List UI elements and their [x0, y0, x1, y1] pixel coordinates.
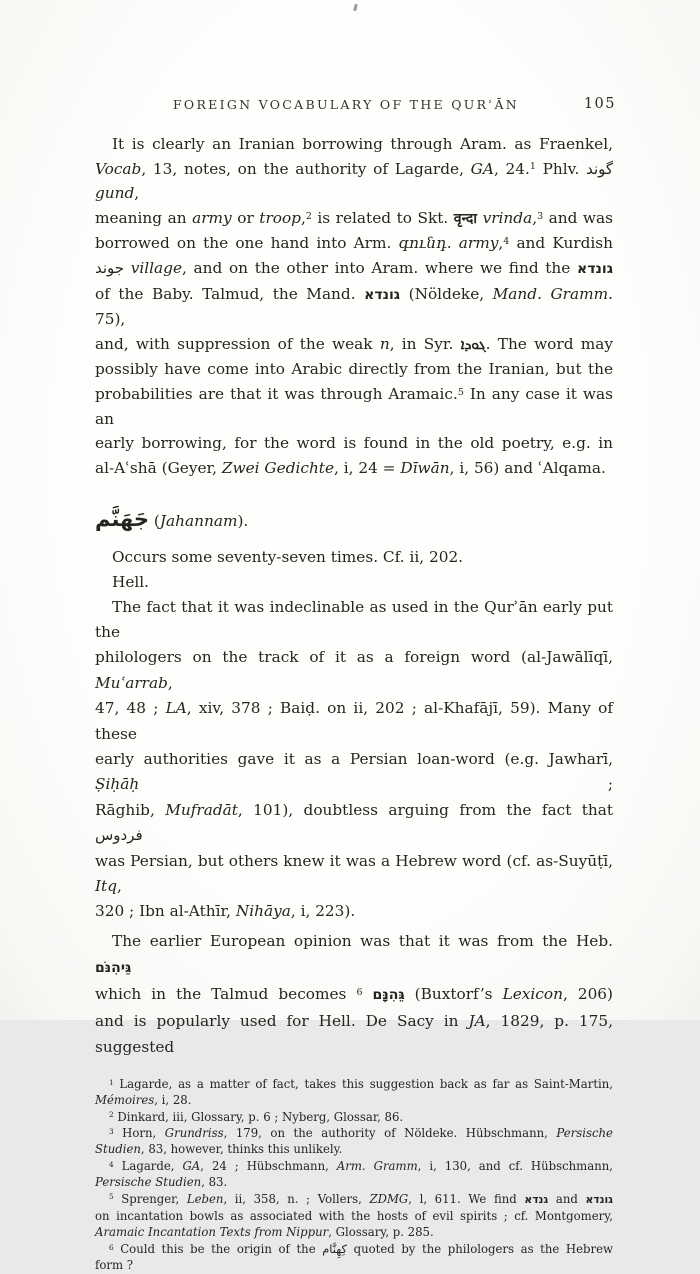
- footnote-ref: 5: [457, 386, 464, 398]
- text-run: on incantation bowls as associated with the hosts of evil spirits ; cf. Montgomery,: [95, 1209, 613, 1224]
- text-run: was Persian, but others knew it was a Hebrew word (cf. as-Suyūṭī,: [95, 851, 613, 870]
- text-run: Lagarde, as a matter of fact, takes this suggestion back as far as Saint-Martin,: [113, 1076, 613, 1091]
- footnote-ref: 6: [109, 1242, 114, 1252]
- text-line: [95, 798, 613, 849]
- text-run: Mémoires: [95, 1093, 155, 1108]
- text-run: , and on the other into Aram. where we find the: [182, 258, 577, 277]
- text-run: (Nöldeke,: [400, 284, 493, 303]
- text-run: GA: [470, 159, 494, 178]
- text-run: philologers on the track of it as a foreign word (al-Jawālīqī,: [95, 648, 613, 667]
- paragraph-gund: [95, 132, 613, 480]
- text-body: [95, 132, 613, 1274]
- text-run: early authorities gave it as a Persian loan-word (e.g. Jawharī,: [95, 749, 613, 768]
- text-run: (Buxtorf’s: [404, 984, 503, 1003]
- text-run: , xiv, 378 ; Baiḍ. on ii, 202 ; al-Khafājī, 59). Many of these: [95, 699, 613, 743]
- text-run: Persische Studien: [95, 1175, 202, 1190]
- text-run: Rāghib,: [95, 800, 166, 819]
- text-run: troop: [259, 208, 301, 227]
- page-content: [95, 96, 616, 1274]
- text-run: The earlier European opinion was that it was from the Heb.: [112, 931, 613, 950]
- running-header: [95, 96, 616, 117]
- scan-speck: [353, 4, 358, 12]
- pahlavi-word-gund: گوند: [586, 159, 614, 178]
- text-line: [95, 500, 613, 540]
- text-run: ,: [134, 184, 140, 203]
- text-line: [95, 1125, 613, 1141]
- text-run: , i, 24 =: [334, 458, 401, 477]
- text-run: and is popularly used for Hell. De Sacy in: [95, 1011, 469, 1030]
- text-run: n: [379, 334, 390, 353]
- text-run: Occurs some seventy-seven times. Cf. ii, 202.: [112, 548, 464, 567]
- text-run: Itq: [95, 876, 117, 895]
- page-number: 105: [583, 96, 616, 112]
- text-run: , Glossary, p. 285.: [328, 1225, 434, 1240]
- text-run: , 1829, p. 175, suggested: [95, 1011, 613, 1056]
- text-line: [95, 1076, 613, 1092]
- mandaic-word-gunda: גונדא: [364, 286, 401, 303]
- text-run: early borrowing, for the word is found in the old poetry, e.g. in: [95, 434, 613, 453]
- text-line: [95, 1191, 613, 1208]
- text-run: Dīwān: [400, 458, 450, 477]
- text-run: and was: [543, 208, 613, 227]
- syriac-word-guda: ܓܘܕܐ: [460, 336, 486, 353]
- text-run: is related to Skt.: [311, 208, 454, 227]
- text-run: ,: [300, 208, 306, 227]
- text-line: [95, 1092, 613, 1108]
- text-run: Lagarde,: [113, 1158, 183, 1173]
- armenian-word-gund: գունդ: [398, 234, 447, 253]
- text-run: Could this be the origin of the: [113, 1241, 323, 1256]
- paragraph-indeclinable: [95, 595, 613, 925]
- text-run: army: [458, 234, 499, 253]
- arabic-word-kihinnam: كِهِنَّام: [322, 1241, 347, 1256]
- sanskrit-word-vrinda: वृन्दा: [453, 210, 478, 227]
- text-run: probabilities are that it was through Aramaic.: [95, 384, 458, 403]
- text-run: Persische: [556, 1126, 613, 1140]
- text-line: [95, 157, 613, 206]
- text-run: army: [192, 208, 232, 227]
- text-run: Vocab: [95, 159, 142, 178]
- text-line: [95, 1224, 613, 1240]
- text-run: gund: [95, 184, 135, 203]
- text-line: [95, 1241, 613, 1257]
- text-run: borrowed on the one hand into Arm.: [95, 234, 399, 253]
- text-run: .: [446, 234, 459, 253]
- text-run: In any case it was an: [95, 384, 613, 428]
- text-run: , ii, 358, n. ; Vollers,: [223, 1191, 370, 1206]
- text-run: Lexicon: [502, 984, 563, 1003]
- text-line: [95, 1257, 613, 1273]
- text-run: of the Baby. Talmud, the Mand.: [95, 284, 365, 303]
- text-run: Studien: [95, 1142, 141, 1157]
- text-run: ,: [167, 673, 173, 692]
- hebrew-word-gunda: גונדא: [585, 1192, 613, 1206]
- text-run: meaning an: [95, 208, 193, 227]
- text-run: , i, 28.: [154, 1093, 192, 1108]
- text-run: , 206): [562, 984, 614, 1003]
- text-run: Hell.: [112, 572, 150, 591]
- text-line: [95, 747, 613, 798]
- text-run: LA: [165, 699, 187, 718]
- text-run: , i, 223).: [290, 902, 356, 921]
- text-run: GA: [182, 1158, 201, 1173]
- text-line: [95, 206, 613, 232]
- footnote-ref: 4: [109, 1159, 114, 1169]
- text-line: [95, 899, 613, 924]
- hebrew-word-gehinnom: גֵּיהִנֹּם: [95, 959, 132, 976]
- footnote-ref: 3: [537, 210, 544, 222]
- text-run: , 24 ; Hübschmann,: [200, 1158, 337, 1173]
- text-run: , in Syr.: [389, 334, 461, 353]
- arabic-word-firdaus: فردوس: [95, 826, 143, 845]
- text-run: ZDMG: [369, 1191, 409, 1206]
- hebrew-word-gehinnam: גֵּהִנָּם: [372, 986, 405, 1003]
- text-run: Sprenger,: [113, 1191, 187, 1206]
- text-run: . The word may: [485, 334, 614, 353]
- paragraph-european-opinion: [95, 928, 613, 1060]
- footnote-ref: 1: [529, 161, 536, 173]
- text-run: , i, 130, and cf. Hübschmann,: [417, 1158, 613, 1173]
- text-run: 47, 48 ;: [95, 699, 166, 718]
- text-run: Mand. Gramm.: [492, 284, 613, 303]
- text-run: and, with suppression of the weak: [95, 334, 380, 353]
- text-line: [95, 1208, 613, 1224]
- text-line: [95, 928, 613, 981]
- text-run: ,: [498, 234, 504, 253]
- text-run: ,: [116, 876, 122, 895]
- text-run: ;: [139, 775, 613, 794]
- text-run: It is clearly an Iranian borrowing through Aram. as Fraenkel,: [112, 135, 613, 153]
- text-run: Arm. Gramm: [336, 1158, 418, 1173]
- text-line: [95, 357, 613, 382]
- text-run: form ?: [95, 1258, 134, 1273]
- footnote-ref: 2: [109, 1110, 114, 1120]
- text-run: , l, 611. We find: [408, 1191, 525, 1206]
- aramaic-word-gunda: גונדא: [577, 260, 613, 277]
- footnotes: [95, 1076, 613, 1274]
- text-run: Horn,: [113, 1126, 165, 1140]
- text-line: [95, 570, 613, 595]
- hebrew-word-gnda: גנדא: [524, 1192, 549, 1206]
- text-run: and Kurdish: [509, 234, 613, 253]
- text-line: [95, 231, 613, 256]
- text-run: , 101), doubtless arguing from the fact that: [237, 800, 613, 819]
- text-line: [95, 1141, 613, 1157]
- text-line: [95, 431, 613, 456]
- text-run: Jahannam: [159, 512, 238, 531]
- footnote-ref: 5: [109, 1192, 114, 1202]
- text-run: and: [548, 1191, 586, 1206]
- footnote-ref: 6: [356, 986, 363, 998]
- text-line: [95, 545, 613, 570]
- text-run: Ṣiḥāḥ: [95, 775, 140, 794]
- entry-heading-jahannam: [95, 500, 613, 540]
- text-line: [95, 132, 613, 157]
- text-run: The fact that it was indeclinable as used in the Qurʾān early put the: [95, 597, 613, 641]
- text-run: ).: [237, 512, 249, 531]
- text-run: quoted by the philologers as the Hebrew: [347, 1241, 614, 1256]
- text-run: , 179, on the authority of Nöldeke. Hübschmann,: [223, 1126, 557, 1140]
- text-run: Dinkard, iii, Glossary, p. 6 ; Nyberg, Glossar, 86.: [113, 1109, 404, 1124]
- text-run: , 83, however, thinks this unlikely.: [140, 1142, 343, 1157]
- text-run: village: [130, 258, 183, 277]
- text-run: Leben: [186, 1191, 224, 1206]
- text-run: (: [149, 512, 160, 531]
- text-run: Nihāya: [235, 902, 291, 921]
- text-line: [95, 645, 613, 696]
- running-title: FOREIGN VOCABULARY OF THE QURʾĀN: [172, 97, 520, 112]
- text-run: Grundriss: [164, 1126, 224, 1140]
- text-line: [95, 1008, 613, 1060]
- text-run: , i, 56) and ʿAlqama.: [449, 458, 606, 477]
- footnote-ref: 3: [109, 1126, 114, 1136]
- text-run: Aramaic Incantation Texts from Nippur: [95, 1225, 329, 1240]
- text-run: which in the Talmud becomes: [95, 984, 357, 1003]
- arabic-word-jahannam: جَهَنَّم: [95, 507, 150, 532]
- text-line: [95, 595, 613, 646]
- footnote-ref: 2: [305, 210, 312, 222]
- text-run: [362, 985, 372, 1003]
- text-line: [95, 1109, 613, 1125]
- gloss-hell: [95, 570, 613, 595]
- text-run: JA: [468, 1011, 486, 1030]
- kurdish-word-gund: جوند: [95, 258, 125, 277]
- text-run: Muʿarrab: [95, 673, 168, 692]
- text-run: , 13, notes, on the authority of Lagarde,: [141, 159, 471, 178]
- text-run: Phlv.: [535, 159, 587, 178]
- text-run: al-Aʿshā (Geyer,: [95, 458, 222, 477]
- text-run: possibly have come into Arabic directly from the Iranian, but the: [95, 360, 613, 379]
- text-line: [95, 1174, 613, 1190]
- text-line: [95, 382, 613, 431]
- text-run: ,: [532, 208, 538, 227]
- text-line: [95, 849, 613, 900]
- text-run: vrinda: [482, 208, 533, 227]
- text-line: [95, 456, 613, 481]
- occurrence-note: [95, 545, 613, 570]
- text-run: 75),: [95, 310, 126, 329]
- footnote-ref: 1: [109, 1077, 114, 1087]
- text-run: , 24.: [493, 159, 530, 178]
- text-line: [95, 981, 613, 1008]
- text-run: , 83.: [201, 1175, 228, 1190]
- text-run: Zwei Gedichte: [221, 458, 335, 477]
- text-run: or: [231, 208, 260, 227]
- text-run: 320 ; Ibn al-Athīr,: [95, 902, 236, 921]
- footnote-ref: 4: [503, 236, 510, 248]
- text-run: [124, 259, 131, 277]
- text-line: [95, 256, 613, 282]
- text-line: [95, 332, 613, 358]
- text-line: [95, 282, 613, 332]
- text-run: Mufradāt: [165, 800, 238, 819]
- text-line: [95, 1158, 613, 1174]
- text-line: [95, 696, 613, 747]
